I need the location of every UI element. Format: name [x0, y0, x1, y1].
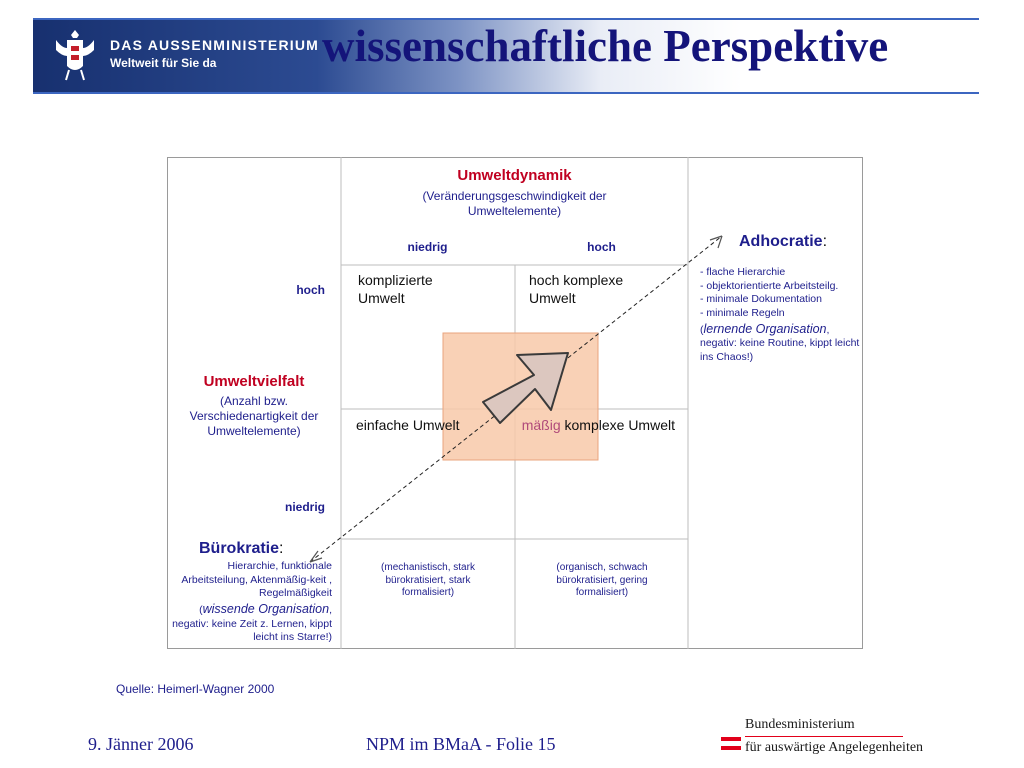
buerokratie-note — [170, 601, 332, 645]
buerokratie-text: Hierarchie, funktionale Arbeitsteilung, Aktenmäßig-keit , Regelmäßigkeit — [181, 560, 332, 600]
adhocratie-title: Adhocratie — [739, 233, 823, 250]
adhocratie-paren: ( — [700, 323, 704, 336]
buerokratie-title: Bürokratie — [199, 540, 280, 557]
cell-complex-environment-words: komplexe Umwelt — [564, 417, 675, 433]
adhocratie-item: - minimale Dokumentation — [700, 293, 822, 306]
adhocratie-item: - objektorientierte Arbeitsteilg. — [700, 279, 839, 292]
logo-line-2: für auswärtige Angelegenheiten — [745, 740, 924, 755]
note-mechanistic: (mechanistisch, stark bürokratisiert, stark formalisiert) — [381, 562, 475, 598]
page-title: wissenschaftliche Perspektive — [322, 21, 889, 71]
cell-simple-environment: einfache Umwelt — [356, 417, 460, 433]
ministry-slogan: Weltweit für Sie da — [110, 56, 217, 70]
buerokratie-colon: : — [279, 540, 284, 557]
ministry-name: DAS AUSSENMINISTERIUM — [110, 37, 320, 53]
logo-divider — [745, 736, 903, 737]
buerokratie-paren: ( — [199, 603, 203, 616]
adhocratie-term: lernende Organisation — [703, 321, 827, 336]
cell-moderately-word: mäßig — [521, 417, 561, 433]
note-organic: (organisch, schwach bürokratisiert, gering formalisiert) — [556, 562, 648, 598]
row-low-label: niedrig — [284, 500, 325, 514]
footer-date: 9. Jänner 2006 — [88, 734, 194, 754]
row-high-label: hoch — [296, 283, 325, 297]
adhocratie-note-rest: , negativ: keine Routine, kippt leicht ins Chaos!) — [700, 323, 860, 363]
adhocratie-heading — [739, 232, 827, 252]
cell-moderately-complex-environment — [520, 417, 675, 435]
buerokratie-description — [170, 560, 332, 645]
footer-slide-number: NPM im BMaA - Folie 15 — [366, 734, 556, 754]
buerokratie-term: wissende Organisation — [202, 601, 330, 616]
cell-highly-complex-environment: hoch komplexe Umwelt — [529, 272, 624, 306]
column-high-label: hoch — [587, 240, 616, 254]
row-heading: Umweltvielfalt — [203, 373, 305, 390]
cell-complicated-environment: komplizierte Umwelt — [358, 272, 433, 306]
adhocratie-description — [700, 266, 860, 364]
adhocratie-colon: : — [822, 233, 828, 250]
adhocratie-item: - minimale Regeln — [700, 306, 785, 319]
buerokratie-heading — [199, 539, 283, 559]
arrowhead-right — [710, 236, 722, 248]
column-low-label: niedrig — [407, 240, 448, 254]
column-subheading: (Veränderungsgeschwindigkeit der Umweltelemente) — [422, 189, 607, 218]
row-subheading: (Anzahl bzw. Verschiedenartigkeit der Umweltelemente) — [189, 394, 319, 438]
buerokratie-note-rest: , negativ: keine Zeit z. Lernen, kippt leicht ins Starre!) — [172, 603, 332, 644]
austrian-flag-icon — [721, 737, 741, 751]
source-citation: Quelle: Heimerl-Wagner 2000 — [116, 682, 275, 696]
column-heading: Umweltdynamik — [457, 167, 572, 184]
adhocratie-item: - flache Hierarchie — [700, 266, 786, 278]
logo-line-1: Bundesministerium — [745, 717, 855, 732]
adhocratie-note — [700, 321, 860, 365]
